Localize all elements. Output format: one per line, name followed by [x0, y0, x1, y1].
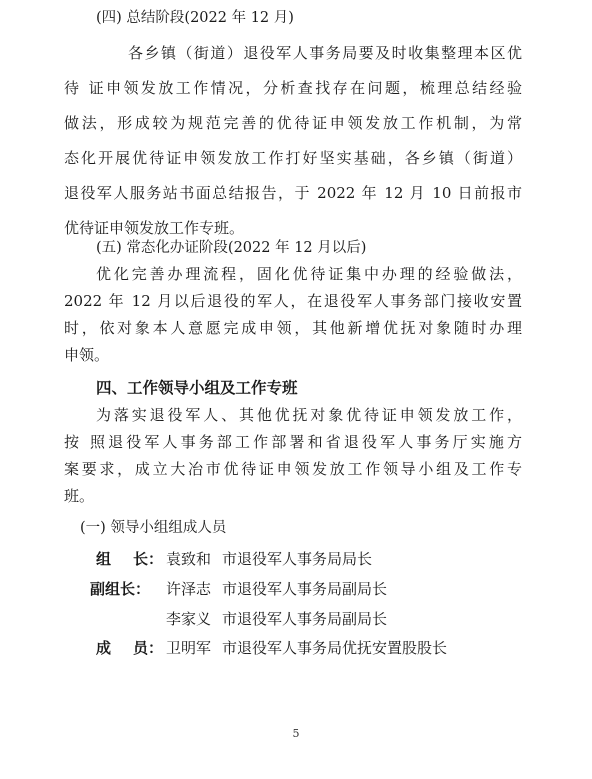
- member-name: 许泽志: [166, 580, 212, 598]
- member-name: 卫明军: [166, 639, 212, 657]
- section-title-regular: (五) 常态化办证阶段(2022 年 12 月以后): [96, 240, 367, 256]
- subsection-title-members: (一) 领导小组组成人员: [80, 520, 227, 536]
- member-row: [0, 609, 592, 629]
- paragraph-line: 优待证申领发放工作专班。: [64, 219, 245, 237]
- paragraph-line: 态化开展优待证申领发放工作打好坚实基础，各乡镇（街道）: [64, 149, 522, 167]
- paragraph-line: 案要求，成立大冶市优待证申领发放工作领导小组及工作专: [64, 460, 522, 478]
- member-name: 袁致和: [166, 550, 212, 568]
- paragraph-line: 按 照退役军人事务部工作部署和省退役军人事务厅实施方: [64, 433, 522, 451]
- page-number: 5: [292, 727, 300, 740]
- member-row: 组 长： 袁致和 市退役军人事务局局长: [96, 550, 373, 568]
- paragraph-line: 为落实退役军人、其他优抚对象优待证申领发放工作，: [96, 406, 522, 424]
- section-title-summary: (四) 总结阶段(2022 年 12 月): [96, 10, 294, 26]
- paragraph-line: 各乡镇（街道）退役军人事务局要及时收集整理本区优: [128, 44, 522, 62]
- member-name: 李家义: [166, 610, 212, 628]
- member-title: 市退役军人事务局局长: [222, 550, 373, 568]
- member-title: 市退役军人事务局副局长: [222, 580, 388, 598]
- section-heading-leadership: 四、工作领导小组及工作专班: [96, 379, 298, 397]
- member-row: 副组长： 许泽志 市退役军人事务局副局长: [90, 580, 388, 598]
- paragraph-line: 优化完善办理流程，固化优待证集中办理的经验做法，: [96, 265, 522, 283]
- paragraph-line: 2022 年 12 月以后退役的军人，在退役军人事务部门接收安置: [64, 292, 522, 310]
- paragraph-line: 待 证申领发放工作情况，分析查找存在问题，梳理总结经验: [64, 79, 522, 97]
- member-row: 成 员： 卫明军 市退役军人事务局优抚安置股股长: [96, 639, 448, 657]
- member-title: 市退役军人事务局副局长: [222, 610, 388, 628]
- paragraph-line: 班。: [64, 487, 95, 505]
- member-title: 市退役军人事务局优抚安置股股长: [222, 639, 448, 657]
- paragraph-line: 做法，形成较为规范完善的优待证申领发放工作机制，为常: [64, 114, 522, 132]
- paragraph-line: 退役军人服务站书面总结报告，于 2022 年 12 月 10 日前报市: [64, 184, 522, 202]
- paragraph-line: 时，依对象本人意愿完成申领，其他新增优抚对象随时办理: [64, 319, 522, 337]
- paragraph-line: 申领。: [64, 346, 110, 364]
